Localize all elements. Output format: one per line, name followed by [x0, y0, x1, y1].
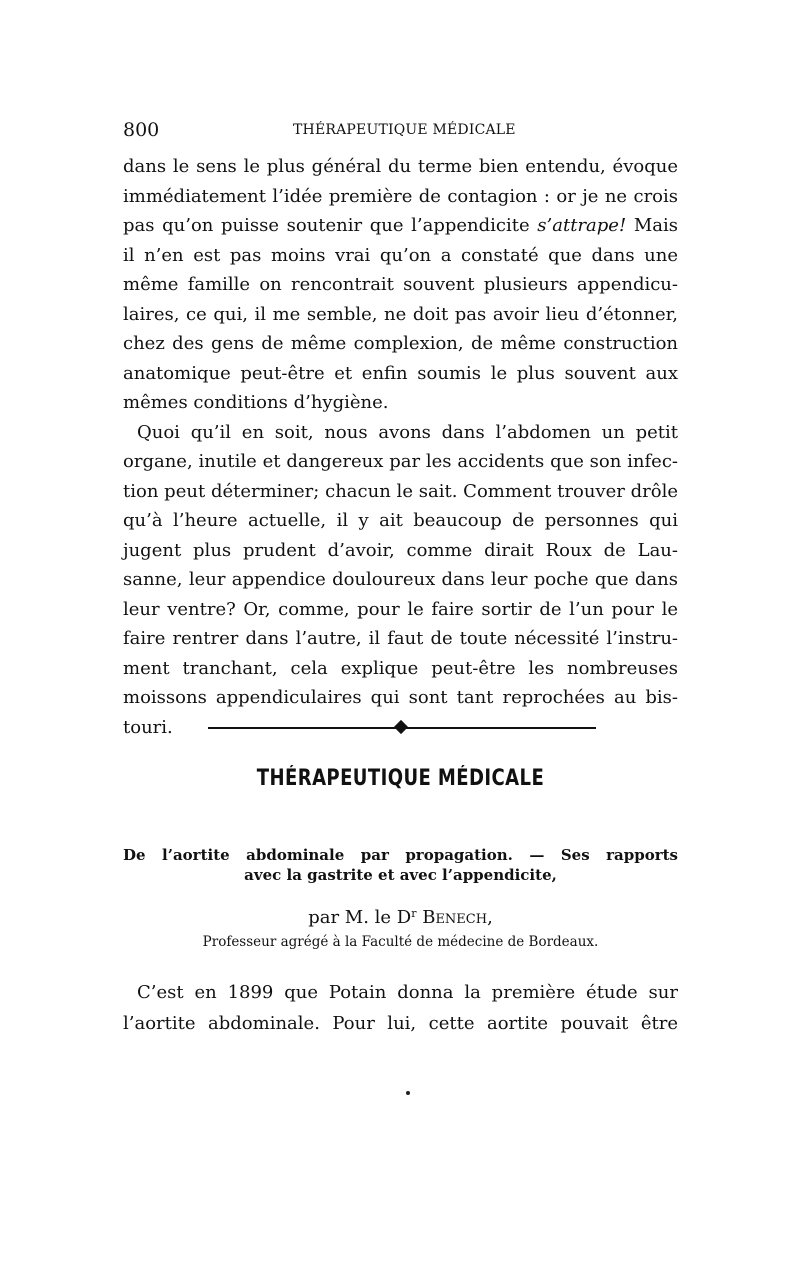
article-title	[123, 845, 678, 885]
body-line: laires, ce qui, il me semble, ne doit pas avoir lieu d’étonner,	[123, 303, 678, 325]
running-title: THÉRAPEUTIQUE MÉDICALE	[293, 122, 516, 138]
body-line: l’aortite abdominale. Pour lui, cette aortite pouvait être	[123, 1013, 678, 1034]
body-line: immédiatement l’idée première de contagion : or je ne crois	[123, 185, 678, 207]
body-line: leur ventre? Or, comme, pour le faire sortir de l’un pour le	[123, 598, 678, 620]
body-line: faire rentrer dans l’autre, il faut de toute nécessité l’instru-	[123, 628, 678, 649]
body-line: tion peut déterminer; chacun le sait. Comment trouver drôle	[123, 480, 678, 502]
body-line: organe, inutile et dangereux par les accidents que son infec-	[123, 451, 678, 472]
author-prefix: par M. le D	[308, 907, 412, 928]
body-line: il n’en est pas moins vrai qu’on a constaté que dans une	[123, 244, 678, 266]
diamond-ornament-icon	[394, 720, 408, 734]
body-line: qu’à l’heure actuelle, il y ait beaucoup de personnes qui	[123, 510, 678, 531]
body-line: moissons appendiculaires qui sont tant reprochées au bis-	[123, 687, 678, 708]
body-line: mêmes conditions d’hygiène.	[123, 392, 389, 413]
section-separator	[208, 719, 596, 737]
body-line: ment tranchant, cela explique peut-être les nombreuses	[123, 657, 678, 679]
print-speck	[406, 1091, 410, 1095]
page-number: 800	[123, 119, 160, 141]
article-title-line: avec la gastrite et avec l’appendicite,	[244, 866, 557, 884]
author-affiliation: Professeur agrégé à la Faculté de médecine de Bordeaux.	[202, 934, 599, 950]
body-line: anatomique peut-être et enfin soumis le plus souvent aux	[123, 362, 678, 384]
article-title-line: De l’aortite abdominale par propagation. — Ses rapports	[123, 846, 678, 864]
article-body	[123, 977, 678, 1039]
body-paragraphs	[123, 152, 678, 742]
body-line: C’est en 1899 que Potain donna la première étude sur	[137, 982, 678, 1003]
body-line-text: Mais	[633, 215, 678, 236]
body-line: chez des gens de même complexion, de même construction	[123, 333, 678, 354]
author-line	[123, 901, 678, 931]
body-line: jugent plus prudent d’avoir, comme dirait Roux de Lau-	[123, 539, 678, 561]
running-head	[123, 118, 678, 142]
section-title: THÉRAPEUTIQUE MÉDICALE	[256, 766, 545, 791]
italic-phrase: s’attrape!	[537, 215, 627, 236]
author-name: Benech,	[422, 907, 493, 928]
body-line: dans le sens le plus général du terme bien entendu, évoque	[123, 156, 678, 177]
body-line: même famille on rencontrait souvent plusieurs appendicu-	[123, 274, 678, 295]
body-line: Quoi qu’il en soit, nous avons dans l’abdomen un petit	[137, 421, 678, 443]
body-line-with-italic	[123, 211, 678, 241]
body-line: touri.	[123, 716, 173, 738]
author-title-superscript: r	[411, 907, 417, 920]
body-line: sanne, leur appendice douloureux dans leur poche que dans	[123, 569, 678, 590]
body-line-text: pas qu’on puisse soutenir que l’appendicite	[123, 215, 530, 236]
